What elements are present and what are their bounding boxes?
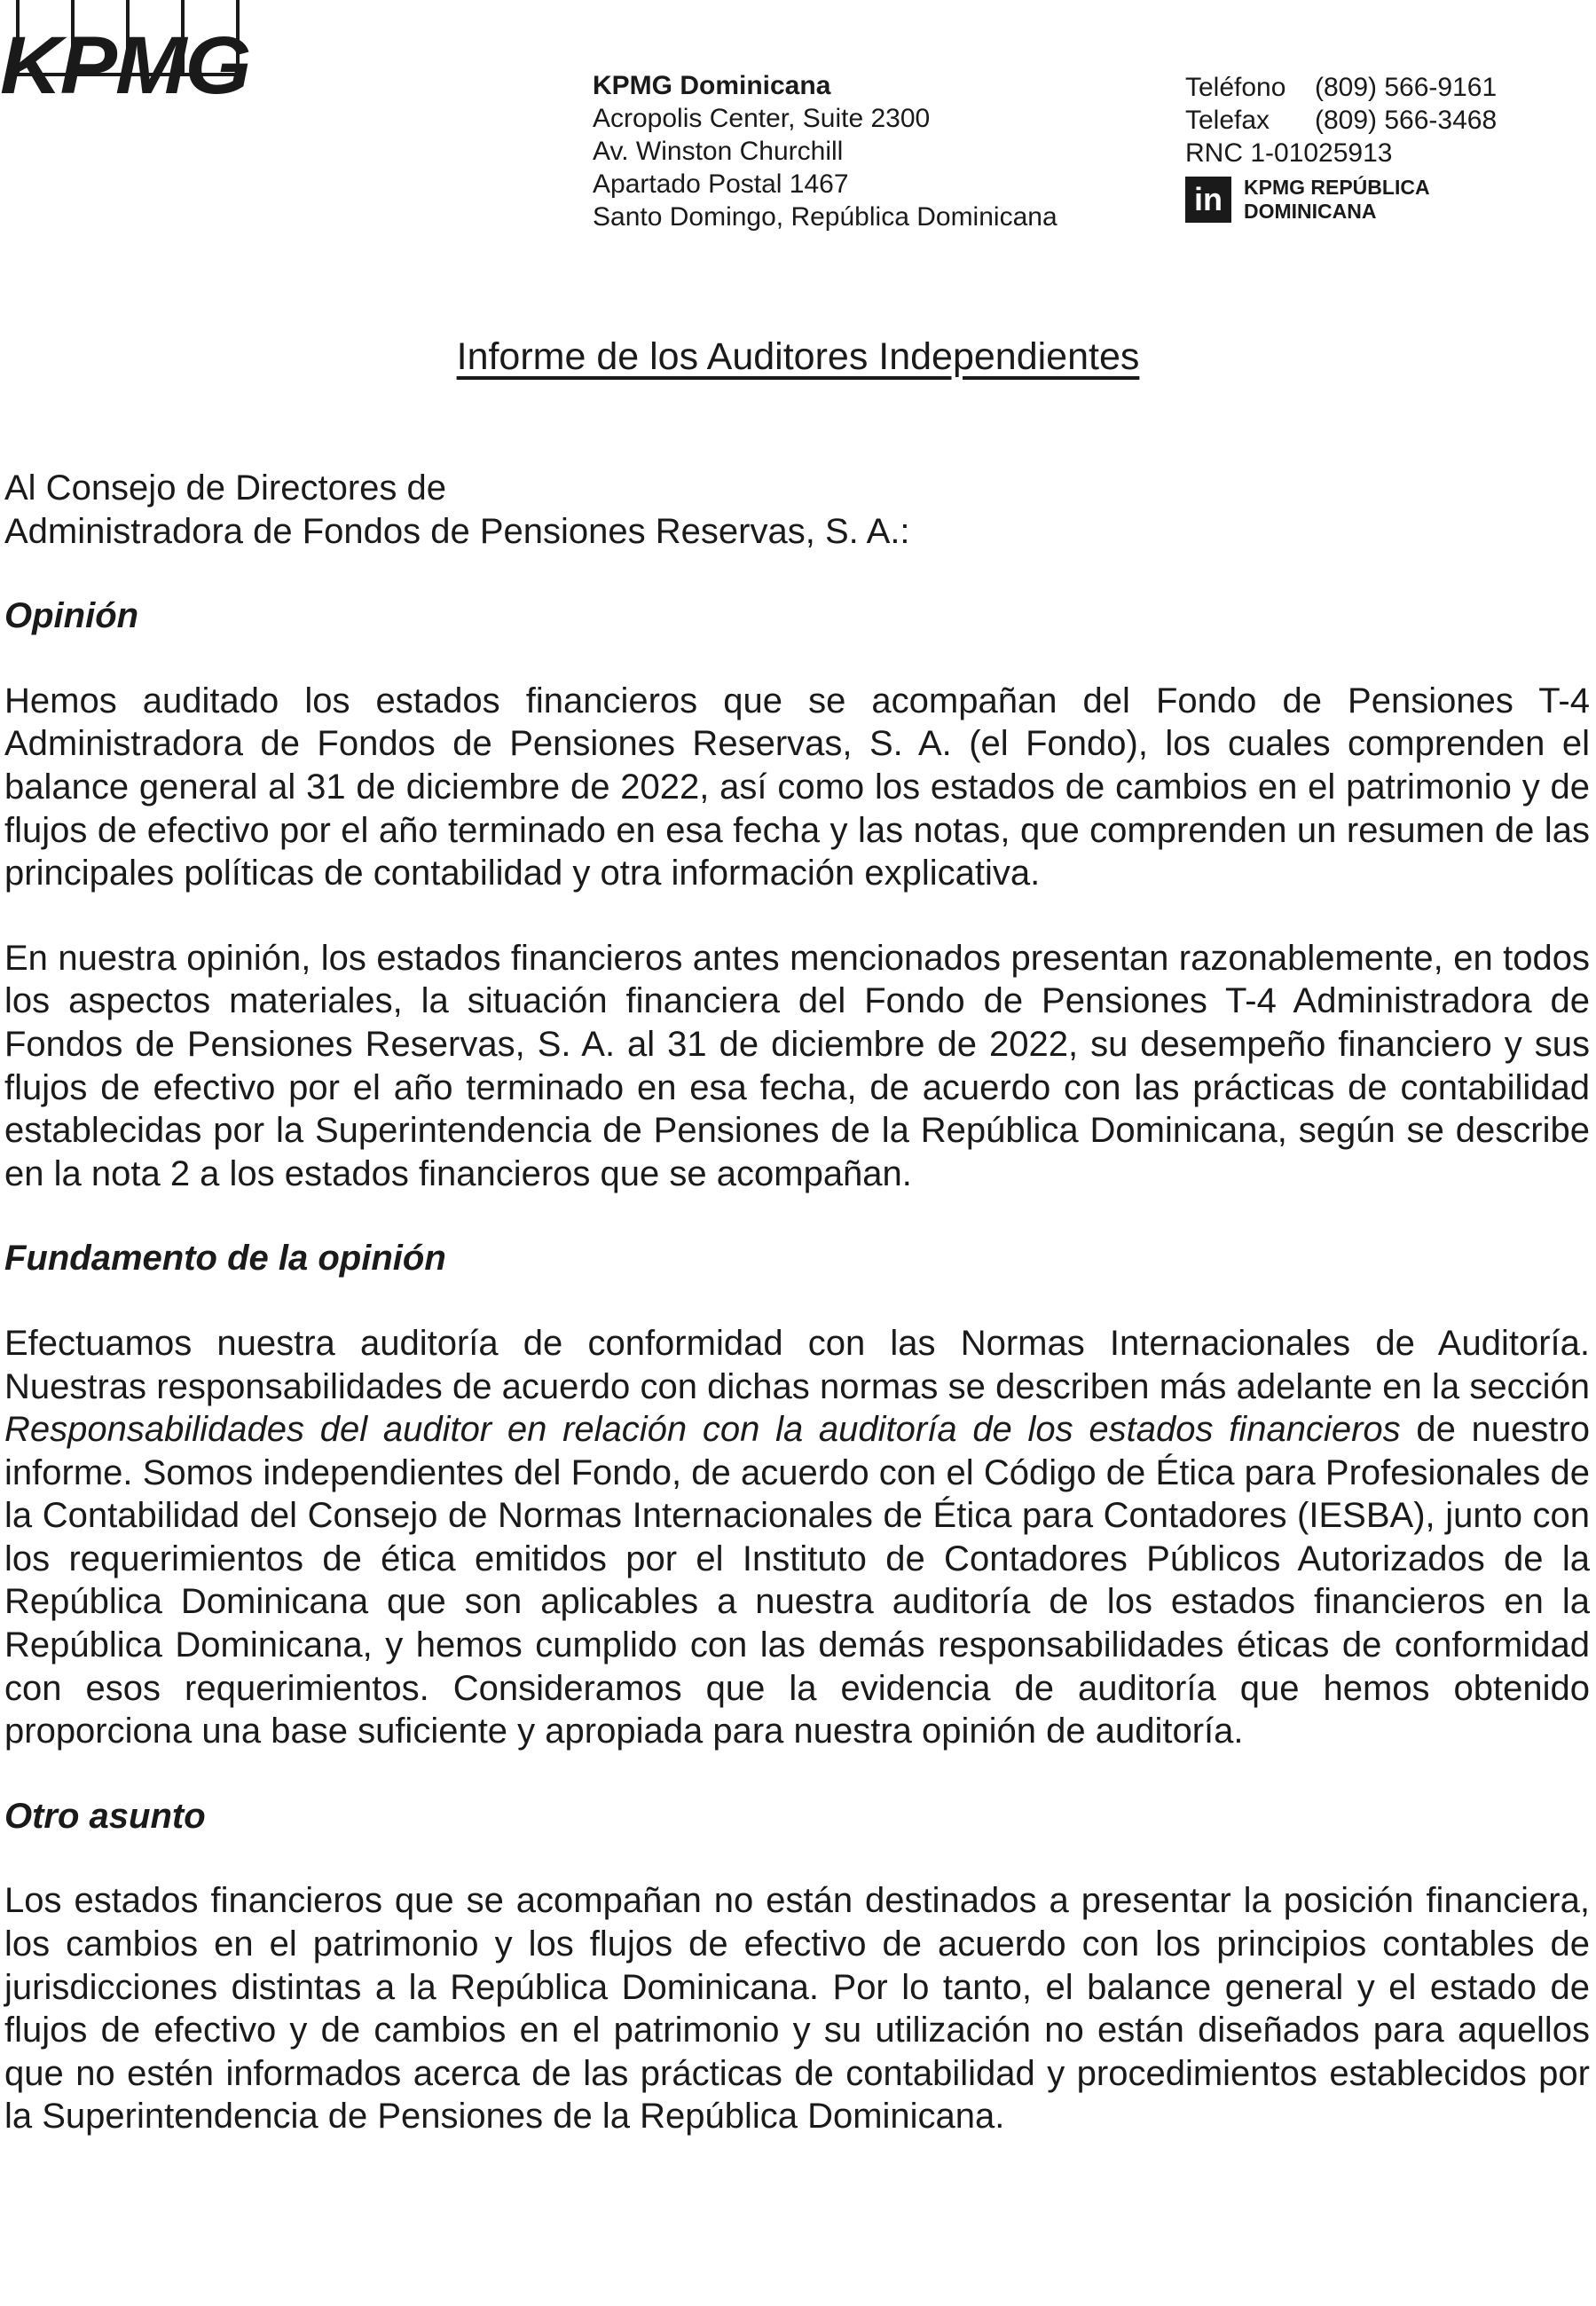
section-heading-other-matter: Otro asunto: [4, 1796, 206, 1836]
linkedin-line: DOMINICANA: [1244, 200, 1377, 223]
section-heading-opinion: Opinión: [4, 596, 139, 636]
linkedin-block: [1185, 176, 1430, 224]
basis-text-1: Efectuamos nuestra auditoría de conformidad con las Normas Internacionales de Auditoría. Nuestras responsabilidades de acuerdo con dichas normas se describen más adelante en la sección: [4, 1323, 1590, 1406]
contact-info: [1185, 71, 1497, 169]
company-address: [593, 69, 1057, 233]
kpmg-logo: [0, 0, 250, 111]
report-body: [4, 467, 1590, 2138]
fax-number: (809) 566-3468: [1315, 106, 1498, 135]
salutation-line: Al Consejo de Directores de: [4, 468, 447, 508]
other-matter-paragraph: Los estados financieros que se acompañan no están destinados a presentar la posición financiera, los cambios en el patrimonio y los flujos de efectivo de acuerdo con los principios contables de jurisdicciones distintas a la República Dominicana. Por lo tanto, el balance general y el estado de flujos de efectivo y de cambios en el patrimonio y su utilización no están diseñados para aquellos que no estén informados acerca de las prácticas de contabilidad y procedimientos establecidos por la Superintendencia de Pensiones de la República Dominicana.: [4, 1881, 1590, 2137]
opinion-paragraph-2: En nuestra opinión, los estados financieros antes mencionados presentan razonablemente, en todos los aspectos materiales, la situación financiera del Fondo de Pensiones T-4 Administradora de Fondos de Pensiones Reservas, S. A. al 31 de diciembre de 2022, su desempeño financiero y sus flujos de efectivo por el año terminado en esa fecha, de acuerdo con las prácticas de contabilidad establecidas por la Superintendencia de Pensiones de la República Dominicana, según se describe en la nota 2 a los estados financieros que se acompañan.: [4, 938, 1590, 1193]
logo-text: KPMG: [0, 20, 250, 111]
address-line: Av. Winston Churchill: [593, 137, 844, 166]
report-title: Informe de los Auditores Independientes: [456, 335, 1140, 378]
rnc-number: RNC 1-01025913: [1185, 138, 1393, 168]
section-heading-basis: Fundamento de la opinión: [4, 1239, 446, 1279]
fax-label: Telefax: [1185, 106, 1270, 135]
opinion-paragraph-1: Hemos auditado los estados financieros que se acompañan del Fondo de Pensiones T-4 Administradora de Fondos de Pensiones Reservas, S. A. (el Fondo), los cuales comprenden el balance general al 31 de diciembre de 2022, así como los estados de cambios en el patrimonio y de flujos de efectivo por el año terminado en esa fecha y las notas, que comprenden un resumen de las principales políticas de contabilidad y otra información explicativa.: [4, 681, 1590, 893]
phone-number: (809) 566-9161: [1315, 73, 1498, 102]
basis-paragraph: [4, 1322, 1590, 1753]
linkedin-line: KPMG REPÚBLICA: [1244, 176, 1430, 199]
address-line: Santo Domingo, República Dominicana: [593, 202, 1057, 232]
linkedin-icon: in: [1185, 177, 1231, 223]
company-name: KPMG Dominicana: [593, 71, 831, 100]
address-line: Apartado Postal 1467: [593, 169, 849, 199]
basis-text-italic: Responsabilidades del auditor en relación con la auditoría de los estados financieros: [4, 1410, 1401, 1450]
phone-label: Teléfono: [1185, 73, 1286, 102]
fax-row: [1185, 104, 1497, 137]
address-line: Acropolis Center, Suite 2300: [593, 104, 931, 133]
salutation-line: Administradora de Fondos de Pensiones Reservas, S. A.:: [4, 511, 910, 551]
phone-row: [1185, 71, 1497, 104]
basis-text-2: de nuestro informe. Somos independientes del Fondo, de acuerdo con el Código de Ética para Profesionales de la Contabilidad del Consejo de Normas Internacionales de Ética para Contadores (IESBA), junto con los requerimientos de ética emitidos por el Instituto de Contadores Públicos Autorizados de la República Dominicana que son aplicables a nuestra auditoría de los estados financieros en la República Dominicana, y hemos cumplido con las demás responsabilidades éticas de conformidad con esos requerimientos. Consideramos que la evidencia de auditoría que hemos obtenido proporciona una base suficiente y apropiada para nuestra opinión de auditoría.: [4, 1410, 1590, 1751]
linkedin-text: [1244, 176, 1430, 224]
